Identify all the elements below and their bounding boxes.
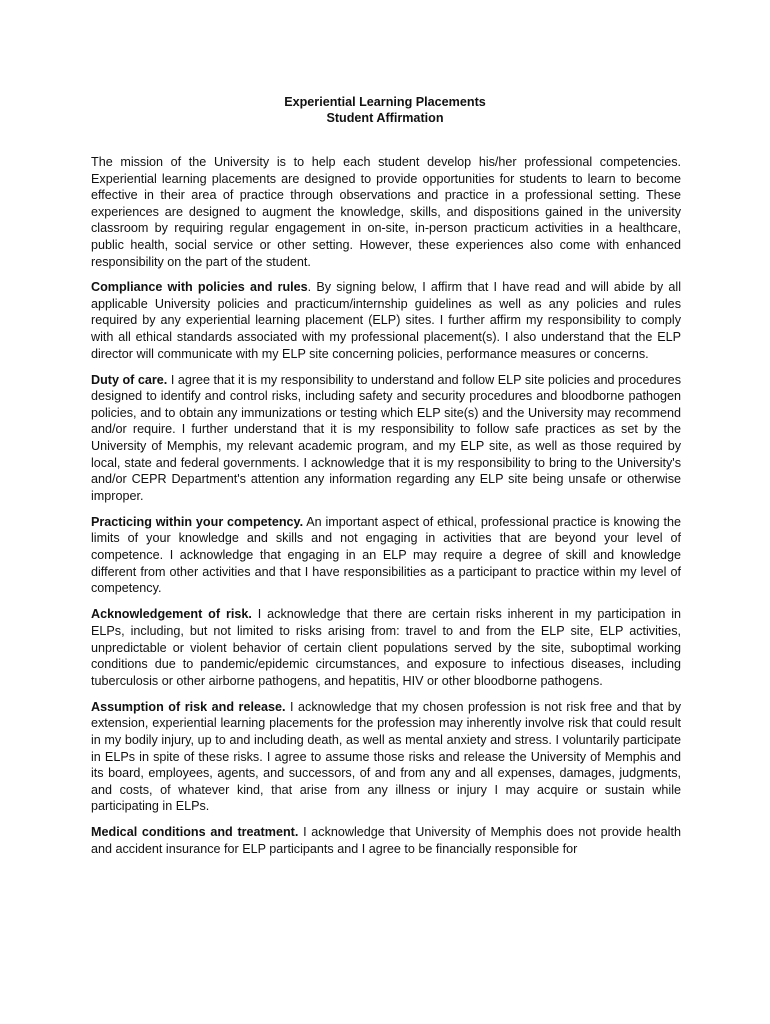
section-heading: Duty of care. bbox=[91, 372, 168, 387]
title-line-1: Experiential Learning Placements bbox=[284, 95, 486, 109]
section-heading: Acknowledgement of risk. bbox=[91, 607, 252, 622]
section-heading: Practicing within your competency. bbox=[91, 514, 304, 529]
section-medical-conditions bbox=[91, 824, 681, 857]
section-text: I acknowledge that there are certain risks inherent in my participation in ELPs, including, but not limited to risks arising from: travel to and from the ELP site, ELP activities, unpredictable or violent behavior of certain client populations served by the site, suboptimal working conditions due to pandemic/epidemic circumstances, and exposure to infectious diseases, including tuberculosis or other airborne pathogens, and hepatitis, HIV or other bloodborne pathogens. bbox=[91, 607, 682, 688]
section-separator: . bbox=[307, 280, 317, 295]
document-title bbox=[0, 94, 770, 126]
document-body bbox=[91, 154, 681, 858]
section-heading: Assumption of risk and release. bbox=[91, 699, 286, 714]
section-compliance bbox=[91, 279, 681, 362]
section-competency bbox=[91, 514, 681, 597]
title-line-2: Student Affirmation bbox=[326, 111, 444, 125]
truncated-section-wrapper bbox=[91, 824, 681, 858]
section-text: By signing below, I affirm that I have read and will abide by all applicable University policies and practicum/internship guidelines as well as any policies and rules required by any experiential learning placement (ELP) sites. I further affirm my responsibility to comply with all ethical standards associated with my professional placement(s). I also understand that the ELP director will communicate with my ELP site concerning policies, performance measures or concerns. bbox=[91, 280, 681, 361]
section-text: An important aspect of ethical, professional practice is knowing the limits of your knowledge and skills and not engaging in activities that are beyond your level of competence. I acknowledge that engaging in an ELP may require a degree of skill and knowledge different from other activities and that I have responsibilities as a participant to practice within my level of competency. bbox=[91, 514, 681, 596]
section-text: I acknowledge that my chosen profession is not risk free and that by extension, experiential learning placements for the profession may inherently involve risk that could result in my bodily injury, up to and including death, as well as mental anxiety and stress. I voluntarily participate in ELPs in spite of these risks. I agree to assume those risks and release the University of Memphis and its board, employees, agents, and successors, of and from any and all expenses, damages, judgments, and costs, of whatever kind, that arise from any illness or injury I may acquire or sustain while participating in ELPs. bbox=[91, 699, 682, 814]
intro-paragraph: The mission of the University is to help each student develop his/her professional competencies. Experiential learning placements are designed to provide opportunities for students to learn to become effective in their area of practice through observations and practice in a professional setting. These experiences are designed to augment the knowledge, skills, and dispositions gained in the university classroom by requiring regular engagement in on-site, in-person practicum activities in a healthcare, public health, social service or other setting. However, these experiences also come with enhanced responsibility on the part of the student. bbox=[91, 155, 681, 269]
section-text: I acknowledge that University of Memphis does not provide health and accident insurance for ELP participants and I agree to be financially responsible for bbox=[91, 825, 681, 857]
section-heading: Compliance with policies and rules bbox=[91, 280, 308, 295]
section-text: I agree that it is my responsibility to understand and follow ELP site policies and procedures designed to identify and control risks, including safety and security procedures and bloodborne pathogen policies, and to obtain any immunizations or testing which ELP site(s) and the University may recommend and/or require. I further understand that it is my responsibility to follow safe practices as set by the University of Memphis, my relevant academic program, and my ELP site, as well as those required by local, state and federal governments. I acknowledge that it is my responsibility to bring to the University's and/or CEPR Department's attention any information regarding any ELP site being unsafe or otherwise improper. bbox=[91, 372, 681, 503]
section-assumption-of-risk bbox=[91, 699, 681, 815]
section-heading: Medical conditions and treatment. bbox=[91, 825, 299, 840]
section-acknowledgement-of-risk bbox=[91, 606, 681, 689]
section-duty-of-care bbox=[91, 372, 681, 505]
